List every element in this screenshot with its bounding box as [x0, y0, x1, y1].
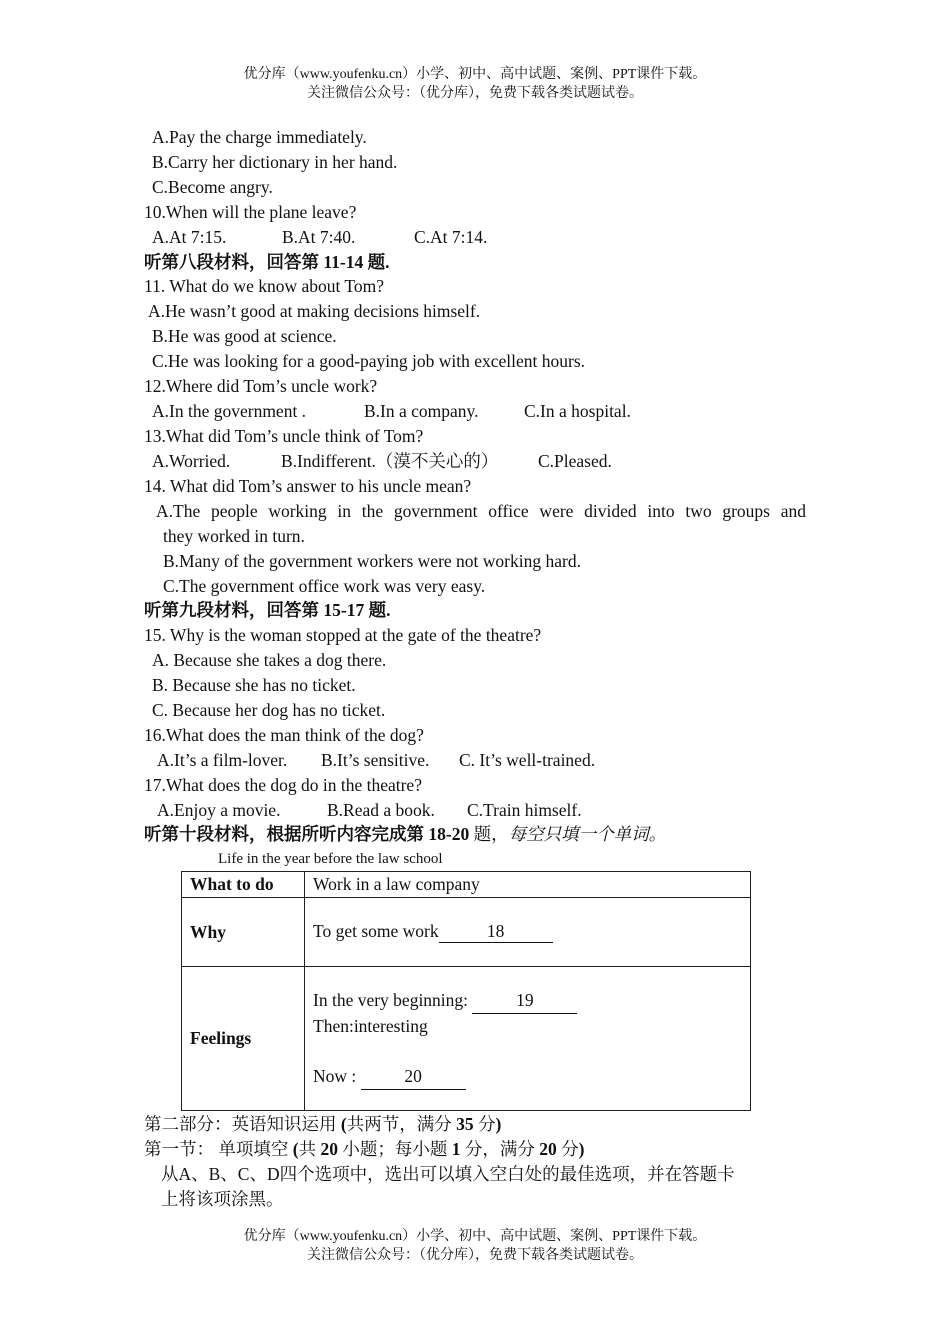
- blank-18: 18: [439, 921, 553, 943]
- feelings-beginning-prefix: In the very beginning:: [313, 989, 473, 1010]
- q16-question: 16.What does the man think of the dog?: [144, 725, 424, 745]
- feelings-line-2: Then:interesting: [313, 1015, 428, 1036]
- feelings-spacer: [313, 1039, 742, 1064]
- why-value: [305, 898, 751, 967]
- q16-option-b: B.It’s sensitive.: [321, 750, 430, 770]
- feelings-line-3: [313, 1064, 742, 1090]
- q9-option-c: C.Become angry.: [152, 177, 273, 197]
- q9-option-a: A.Pay the charge immediately.: [152, 127, 367, 147]
- section-1-paren-close: ): [578, 1139, 585, 1159]
- table-caption: Life in the year before the law school: [218, 851, 443, 867]
- section-10-bold: 听第十段材料，根据所听内容完成第 18-20: [144, 824, 474, 844]
- section-10-normal: 题，: [473, 824, 509, 844]
- section-1-text-3: 小题；每小题: [342, 1139, 452, 1159]
- section-1-text-4: 分，满分: [464, 1139, 540, 1159]
- answer-table: [181, 871, 751, 1111]
- q12-option-a: A.In the government .: [152, 401, 307, 421]
- q17-option-b: B.Read a book.: [327, 800, 435, 820]
- q11-option-a: A.He wasn’t good at making decisions himself.: [148, 301, 481, 321]
- section-10-italic: 每空只填一个单词。: [508, 824, 667, 844]
- instruction-line-1: 从A、B、C、D四个选项中，选出可以填入空白处的最佳选项，并在答题卡: [161, 1164, 735, 1184]
- section-1-heading: [144, 1137, 584, 1161]
- q12-question: 12.Where did Tom’s uncle work?: [144, 376, 378, 396]
- part-2-text-2: 共两节，满分: [346, 1114, 457, 1134]
- section-8-heading: 听第八段材料，回答第 11-14 题.: [144, 252, 390, 272]
- table-row-feelings: [182, 967, 751, 1111]
- section-1-text-5: 分: [561, 1139, 579, 1159]
- section-1-text-1: 第一节： 单项填空: [144, 1139, 293, 1159]
- q16-option-c: C. It’s well-trained.: [459, 750, 596, 770]
- blank-20: 20: [361, 1064, 466, 1090]
- q10-option-b: B.At 7:40.: [282, 227, 356, 247]
- part-2-text-1: 第二部分：英语知识运用: [144, 1114, 341, 1134]
- what-to-do-label: What to do: [182, 872, 305, 898]
- q13-question: 13.What did Tom’s uncle think of Tom?: [144, 426, 424, 446]
- section-1-text-2: 共: [298, 1139, 321, 1159]
- q14-option-a-line-2: they worked in turn.: [163, 526, 305, 546]
- table-row-what-to-do: [182, 872, 751, 898]
- q14-question: 14. What did Tom’s answer to his uncle mean?: [144, 476, 472, 496]
- section-9-heading: 听第九段材料，回答第 15-17 题.: [144, 600, 391, 620]
- section-1-paren-open: (: [292, 1139, 299, 1159]
- q10-question: 10.When will the plane leave?: [144, 202, 357, 222]
- feelings-now-prefix: Now :: [313, 1065, 361, 1086]
- q10-option-a: A.At 7:15.: [152, 227, 227, 247]
- page-footer-line-2: 关注微信公众号：（优分库），免费下载各类试题试卷。: [307, 1248, 643, 1263]
- table-row-why: [182, 898, 751, 967]
- q10-option-c: C.At 7:14.: [414, 227, 488, 247]
- part-2-score: 35: [456, 1114, 478, 1134]
- page-header-line-1: 优分库（www.youfenku.cn）小学、初中、高中试题、案例、PPT课件下载。: [243, 67, 707, 82]
- feelings-line-1: [313, 988, 742, 1014]
- q11-option-c: C.He was looking for a good-paying job with excellent hours.: [152, 351, 586, 371]
- q16-option-a: A.It’s a film-lover.: [157, 750, 288, 770]
- part-2-paren-close: ): [495, 1114, 502, 1134]
- feelings-label: Feelings: [182, 967, 305, 1111]
- blank-19: 19: [472, 988, 577, 1014]
- q11-option-b: B.He was good at science.: [152, 326, 337, 346]
- part-2-heading: [144, 1112, 501, 1136]
- section-1-total: 20: [539, 1139, 562, 1159]
- q12-option-c: C.In a hospital.: [524, 401, 631, 421]
- q15-option-a: A. Because she takes a dog there.: [152, 650, 387, 670]
- q17-option-c: C.Train himself.: [467, 800, 582, 820]
- q12-option-b: B.In a company.: [364, 401, 479, 421]
- why-prefix: To get some work: [313, 921, 439, 941]
- section-10-heading: [144, 822, 666, 846]
- section-1-per-item: 1: [451, 1139, 465, 1159]
- what-to-do-value: Work in a law company: [305, 872, 751, 898]
- q13-option-c: C.Pleased.: [538, 451, 612, 471]
- q13-option-b: B.Indifferent.（漠不关心的）: [281, 451, 499, 471]
- q17-option-a: A.Enjoy a movie.: [157, 800, 281, 820]
- q17-question: 17.What does the dog do in the theatre?: [144, 775, 422, 795]
- q14-option-c: C.The government office work was very easy.: [163, 576, 486, 596]
- feelings-value: [305, 967, 751, 1111]
- q15-option-c: C. Because her dog has no ticket.: [152, 700, 386, 720]
- part-2-paren-open: (: [340, 1114, 347, 1134]
- q11-question: 11. What do we know about Tom?: [144, 276, 385, 296]
- page-header-line-2: 关注微信公众号：（优分库），免费下载各类试题试卷。: [307, 86, 643, 101]
- q15-question: 15. Why is the woman stopped at the gate of the theatre?: [144, 625, 542, 645]
- q14-option-b: B.Many of the government workers were not working hard.: [163, 551, 581, 571]
- q9-option-b: B.Carry her dictionary in her hand.: [152, 152, 398, 172]
- section-1-count: 20: [320, 1139, 343, 1159]
- part-2-text-3: 分: [477, 1114, 496, 1134]
- q14-option-a-line-1: A.The people working in the government office were divided into two groups and: [156, 501, 806, 521]
- why-label: Why: [182, 898, 305, 967]
- q13-option-a: A.Worried.: [152, 451, 231, 471]
- instruction-line-2: 上将该项涂黑。: [161, 1189, 284, 1209]
- page-footer-line-1: 优分库（www.youfenku.cn）小学、初中、高中试题、案例、PPT课件下载。: [243, 1229, 707, 1244]
- q15-option-b: B. Because she has no ticket.: [152, 675, 356, 695]
